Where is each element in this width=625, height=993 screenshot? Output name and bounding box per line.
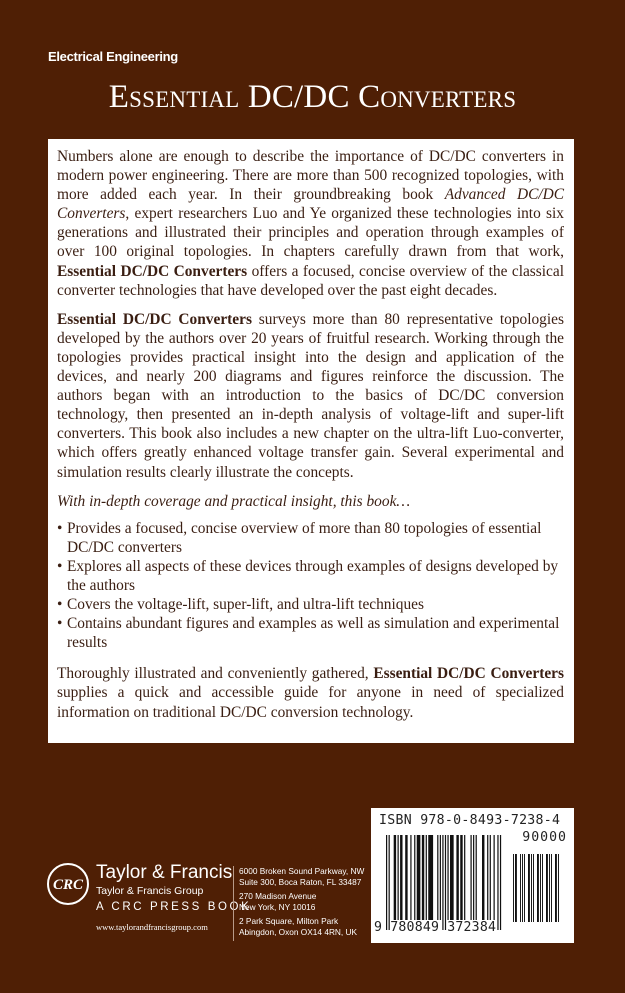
publisher-imprint: A CRC PRESS BOOK: [96, 901, 252, 913]
address-line: New York, NY 10016: [239, 901, 316, 912]
publisher-group: Taylor & Francis Group: [96, 885, 204, 897]
publisher-website: www.taylorandfrancisgroup.com: [96, 922, 208, 932]
book-title: Essential DC/DC Converters: [108, 79, 517, 115]
address-florida: [239, 866, 364, 887]
paragraph-intro: [57, 147, 564, 300]
bullets-lead: With in-depth coverage and practical insight, this book…: [57, 492, 411, 510]
book-name-bold: Essential DC/DC Converters: [373, 665, 564, 683]
address-line: 2 Park Square, Milton Park: [239, 916, 339, 926]
list-item: • Explores all aspects of these devices through examples of designs developed by the authors: [57, 557, 564, 595]
text: Thoroughly illustrated and conveniently gathered,: [57, 665, 374, 683]
series-label: Electrical Engineering: [48, 49, 178, 64]
book-name-bold: Essential DC/DC Converters: [57, 262, 248, 280]
list-item: • Contains abundant figures and examples as well as simulation and experimental results: [57, 614, 564, 652]
text: supplies a quick and accessible guide for anyone in need of specialized information on traditional DC/DC conversion technology.: [57, 684, 564, 721]
book-name-bold: Essential DC/DC Converters: [57, 310, 252, 328]
text: surveys more than 80 representative topologies developed by the authors over 20 years of fruitful research. Working through the topologies provides practical insight into the design and application of the devices, and nearly 200 diagrams and figures reinforce the discussion. The authors began with an introduction to the basics of DC/DC conversion technology, then presented an in-depth analysis of voltage-lift and super-lift converters. This book also includes a new chapter on the ultra-lift Luo-converter, which offers greatly enhanced voltage transfer gain. Several experimental and simulation results clearly illustrate the concepts.: [57, 310, 564, 481]
svg-text:CRC: CRC: [52, 877, 84, 893]
isbn-number: ISBN 978-0-8493-7238-4: [379, 813, 561, 828]
text: offers a focused, concise overview of the classical converter technologies that have developed over the past eight decades.: [57, 262, 564, 299]
list-item: • Covers the voltage-lift, super-lift, and ultra-lift techniques: [57, 595, 564, 614]
address-uk: [239, 916, 364, 937]
address-line: Suite 300, Boca Raton, FL 33487: [239, 876, 362, 887]
isbn-barcode: [371, 808, 574, 943]
barcode-bars-icon: [386, 835, 508, 930]
price-code: 90000: [522, 830, 567, 845]
book-reference: Advanced DC/DC Converters: [57, 186, 565, 223]
text: Numbers alone are enough to describe the importance of DC/DC converters in modern power engineering. There are more than 500 recognized topologies, with more added each year. In their groundbreaking book: [57, 148, 564, 204]
address-line: Abingdon, Oxon OX14 4RN, UK: [239, 926, 358, 937]
address-line: 6000 Broken Sound Parkway, NW: [239, 866, 365, 876]
list-item: • Provides a focused, concise overview of more than 80 topologies of essential DC/DC converters: [57, 519, 564, 557]
publisher-addresses: [233, 866, 364, 941]
description-panel: [48, 139, 574, 743]
address-newyork: [239, 891, 364, 912]
barcode-addon-bars-icon: [513, 854, 569, 922]
ean-digits: 9 780849 372384: [374, 920, 497, 935]
text: , expert researchers Luo and Ye organized these technologies into six generations and illustrated their principles and operation through examples of over 100 original topologies. In chapters carefully drawn from that work,: [57, 205, 564, 261]
paragraph-survey: [57, 310, 564, 482]
address-line: 270 Madison Avenue: [239, 891, 317, 901]
publisher-brand: [96, 862, 251, 915]
publisher-name: Taylor & Francis: [96, 862, 233, 883]
paragraph-closing: [57, 664, 564, 721]
feature-list: [57, 519, 564, 653]
crc-logo-icon: [46, 862, 90, 906]
